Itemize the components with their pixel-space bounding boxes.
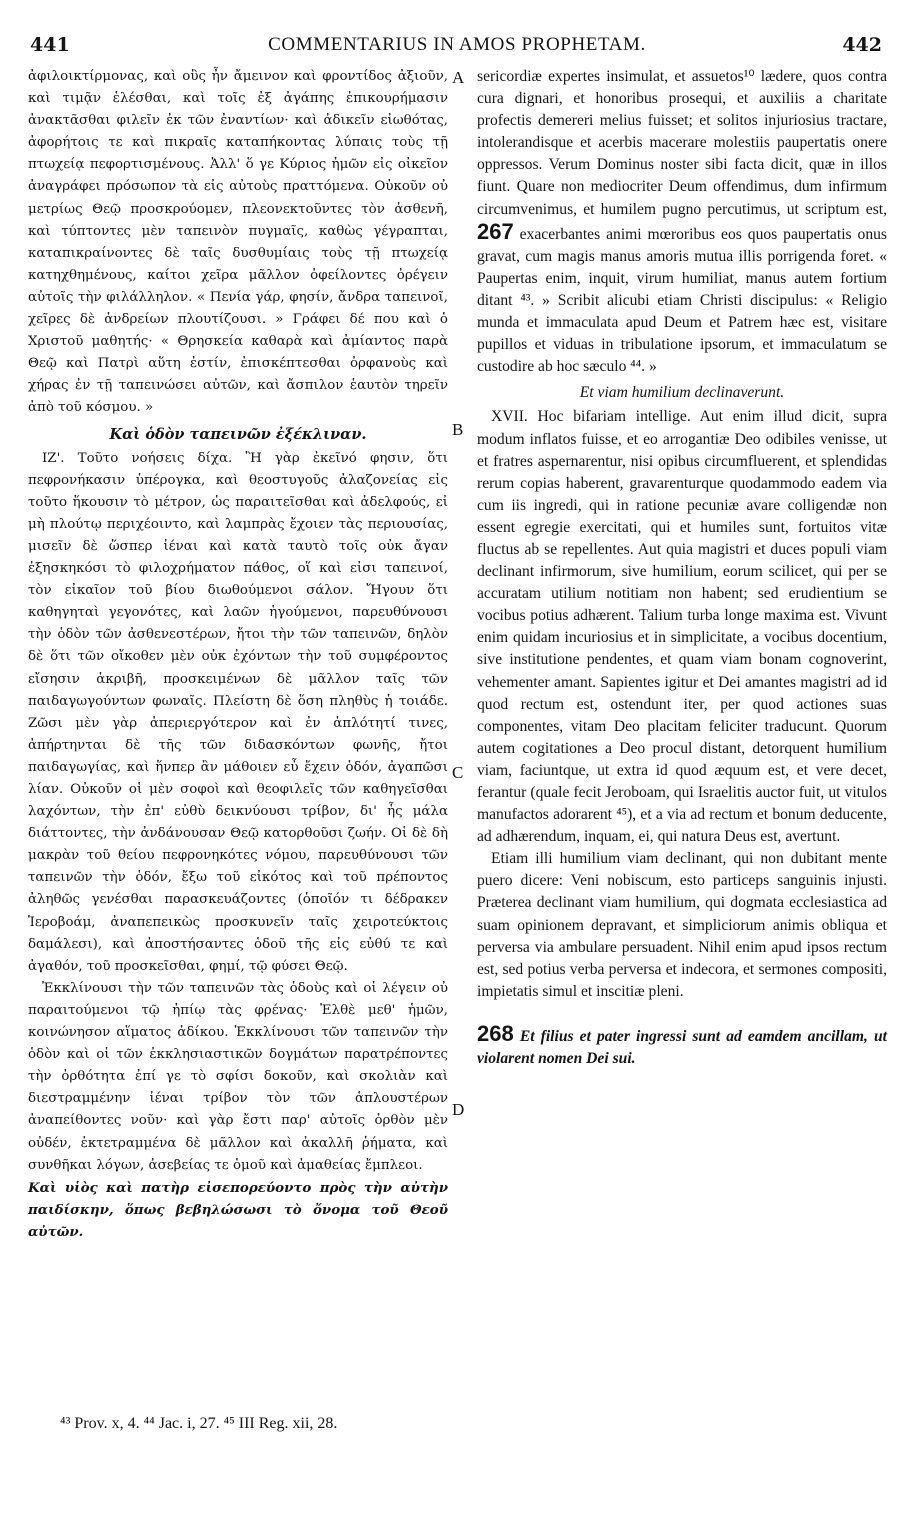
page-number-right: 442 — [842, 34, 882, 56]
latin-paragraph-1-text: sericordiæ expertes insimulat, et assuetos¹⁰ lædere, quos contra cura dignari, et honoribus prosequi, et auxiliis a charitate profectis demereri melius fuisset; et solitos injuriosius tractare, intolerandisque et acerbis macerare molestiis paupertatis onere oppressos. Verum Dominus noster sibi facta dicit, quæ in illos fiunt. Quare non mediocriter Deum offendimus, dum infirmum circumvenimus, et humilem pugno percutimus, ut scriptum est, — [477, 68, 887, 218]
column-number-267: 267 — [477, 218, 514, 244]
latin-paragraph-1 — [477, 66, 887, 378]
greek-paragraph-1: ἀφιλοικτίρμονας, καὶ οὓς ἦν ἄμεινον καὶ φροντίδος ἀξιοῦν, καὶ τιμᾷν ἑλέσθαι, καὶ τοῖς ἐξ ἀγάπης ἐπικουρήμασιν ἀνακτᾶσθαι φιλεῖν ἐκ τῶν ἐναντίων· καὶ ἀδικεῖν εἰωθότας, ἀφορήτοις τε καὶ πικραῖς καταπήκοντας λύπαις τοὺς τῇ πτωχείᾳ πεφορτισμένους. Ἀλλ' ὅ γε Κύριος ἡμῶν εἰς οἰκεῖον ἀναγράφει πρόσωπον τὰ εἰς αὐτοὺς πραττόμενα. Οὐκοῦν οὐ μετρίως Θεῷ προσκρούομεν, πλεονεκτοῦντες τὸν ἀσθενῆ, καὶ τύπτοντες μὲν ταπεινὸν πυγμαῖς, καθὼς γέγραπται, καταπικραίνοντες δὲ ταῖς δυσθυμίαις τοὺς τῇ πτωχείᾳ κατηχθημένους, καίτοι χεῖρα μᾶλλον ὀφείλοντες ὀρέγειν αὐτοῖς τὴν φιλάλληλον. « Πενία γάρ, φησίν, ἄνδρα ταπεινοῖ, χεῖρες δὲ ἀνδρείων πλουτίζουσι. » Γράφει δέ που καὶ ὁ Χριστοῦ μαθητής· « Θρησκεία καθαρὰ καὶ ἀμίαντος παρὰ Θεῷ καὶ Πατρὶ αὕτη ἐστίν, ἐπισκέπτεσθαι ὀρφανοὺς καὶ χήρας ἐν τῇ ταπεινώσει αὐτῶν, καὶ ἄσπιλον ἑαυτὸν τηρεῖν ἀπὸ τοῦ κόσμου. » — [28, 69, 448, 416]
greek-paragraph-3: Ἐκκλίνουσι τὴν τῶν ταπεινῶν τὰς ὁδοὺς καὶ οἱ λέγειν οὐ παραιτούμενοι τῷ ἠπίῳ τὰς φρένας· Ἐλθὲ μεθ' ἡμῶν, κοινώνησον αἵματος ἀδίκου. Ἐκκλίνουσι τῶν ταπεινῶν τὴν ὁδὸν καὶ οἱ τῶν ἐκκλησιαστικῶν δογμάτων παρατρέποντες τὴν ὀρθότητα ἐπί γε τὸ σφίσι δοκοῦν, καὶ σκολιὰν καὶ διεστραμμένην ἰέναι τρίβον τὸν τῶν ἁπλουστέρων ἀναπείθοντες νοῦν· καὶ γὰρ ἔστι παρ' αὐτοῖς ὀρθὸν μὲν οὐδέν, ἐκτετραμμένα δὲ μᾶλλον καὶ ἀκαλλῆ ῥήματα, καὶ συνθῆκαι λόγων, ἀσεβείας τε ὁμοῦ καὶ ἀμαθείας ἔμπλεοι. — [28, 980, 448, 1173]
greek-paragraph-2: ΙΖ'. Τοῦτο νοήσεις δίχα. Ἢ γὰρ ἐκεῖνό φησιν, ὅτι πεφρονήκασιν ὑπέρογκα, καὶ θεοστυγοῦς ἀλαζονείας εἰς τοῦτο ἥκουσιν τὸ μέτρον, ὡς παραιτεῖσθαι καὶ ἀδελφούς, εἰ μὴ πλούτῳ περιχέοιντο, καὶ λαμπρὰς ἔχοιεν τὰς περιουσίας, μισεῖν δὲ ὥσπερ ἰέναι καὶ κατὰ ταυτὸ τοῖς οὐκ ἄγαν ἐξησκηκόσι τὸ φιλοχρήματον πάθος, οἵ καὶ εἰσι ταπεινοί, τὸν εἰκαῖον τοῦ βίου διωθούμενοι σάλον. Ἤγουν ὅτι καθηγηταὶ γεγονότες, καὶ λαῶν ἡγούμενοι, παρευθύνουσι τὴν ὁδὸν τῶν ἀσθενεστέρων, ἤτοι τὴν τῶν ταπεινῶν, δηλὸν δὲ ὅτι τῶν οἴκοθεν μὲν οὐκ ἐχόντων τὴν τοῦ συμφέροντος εἴσησιν ἀκριβῆ, προσκειμένων δὲ μᾶλλον ταῖς τῶν παιδαγωγούντων φωναῖς. Πλείστη δὲ ὅση πληθὺς ἡ τοιάδε. Ζῶσι μὲν γὰρ ἀπεριεργότερον καὶ ἐν ἁπλότητί τινες, ἀπήρτηνται δὲ τῆς τῶν διδασκόντων φωνῆς, ἤτοι παιδαγωγίας, καὶ ἥνπερ ἂν μάθοιεν εὖ ἔχειν ὁδόν, ἀγαπῶσι λίαν. Οὐκοῦν οἱ μὲν σοφοὶ καὶ θεοφιλεῖς τῶν καθηγεῖσθαι λαχόντων, τὴν ἐπ' εὐθὺ δεικνύουσι τρίβον, δι' ἧς μάλα διάττοντες, τὴν ἀνδάνουσαν Θεῷ κατορθοῦσι ζωήν. Οἱ δὲ δὴ μακρὰν τοῦ θείου πεφρονηκότες νόμου, παρευθύνουσι τῶν ταπεινῶν τὴν ὁδόν, ἔξω τοῦ εἰκότος καὶ τοῦ πρέποντος ἀληθῶς γενέσθαι παρασκευάζοντες (ὁποῖόν τι δέδρακεν Ἱεροβοάμ, ἀναπεπεικὼς προσκυνεῖν ταῖς χειροτεύκτοις δαμάλεσι), καὶ ἀποστήσαντες ὁδοῦ τῆς εἰς εὐθύ τε καὶ ἀγαθόν, τοῦ προσκεῖσθαι, φημί, τῷ φύσει Θεῷ. — [28, 450, 448, 974]
column-number-268: 268 — [477, 1020, 514, 1046]
margin-letter-a: A — [452, 68, 465, 87]
latin-paragraph-1-cont: exacerbantes animi mœroribus eos quos paupertatis onus gravat, cum magis manus amoris mutua illis porrigenda foret. « Paupertas enim, inquit, virum humiliat, manus autem fortium ditant ⁴³. » Scribit alicubi etiam Christi discipulus: « Religio munda et immaculata apud Deum et Patrem hæc est, visitare pupillos et viduas in tribulatione ipsorum, et immaculatum se custodire ab hoc sæculo ⁴⁴. » — [477, 225, 887, 376]
margin-letter-b: B — [452, 420, 464, 439]
margin-letter-c: C — [452, 763, 464, 782]
running-title: COMMENTARIUS IN AMOS PROPHETAM. — [268, 34, 646, 55]
latin-paragraph-2: XVII. Hoc bifariam intellige. Aut enim illud dicit, supra modum inflatos fuisse, et eo arrogantiæ Deo odibiles venisse, ut et fratres aspernarentur, nisi opibus circumfluerent, et splendidas rerum copias haberent, gravarenturque quodammodo eadem via cum iis ingredi, qui in ratione pecuniæ avare colligendæ non essent egregie exercitati, qui et humiles sunt, fortuitos vitæ fluctus ab se repellentes. Aut quia magistri et duces populi viam declinant infirmorum, sive humilium, eorum scilicet, qui per se accuratam utilium notitiam non habent; sed erudientium se vocibus potius adhærent. Talium turba longe maxima est. Vivunt enim quidam incuriosius et in simplicitate, a vocibus docentium, sive institutione pendentes, et quam viam bonam cognoverint, vehementer amant. Sapientes igitur et Dei amantes magistri ad id quod rectum est, ostendunt iter, per quod actiones suas componentes, vitam Deo placitam feliciter traducunt. Quorum autem cogitationes a Deo procul distant, detorquent humilium viam, faciuntque, ut extra id quod æquum est, et vere decet, ferantur (quale fecit Jeroboam, qui Israelitis auctor fuit, ut vitulos manufactos adorarent ⁴⁵), et a via ad rectum et bonum deducente, ad adhærendum, inquam, ei, qui natura Deus est, avertunt. — [477, 408, 887, 846]
greek-lemma-1: Καὶ ὁδὸν ταπεινῶν ἐξέκλιναν. — [109, 425, 367, 443]
latin-column — [477, 66, 887, 1070]
running-header — [0, 34, 914, 64]
latin-paragraph-3: Etiam illi humilium viam declinant, qui non dubitant mente puero dicere: Veni nobiscum, esto particeps sanguinis injusti. Præterea declinant viam humilium, qui dogmata ecclesiastica ad suam opinionem depravant, et simpliciorum animis obliqua et perversa via ambulare persuadent. Nihil enim apud ipsos rectum est, sed potius verba perversa et indecora, et sermones compositi, impietatis simul et inscitiæ pleni. — [477, 850, 887, 1000]
greek-lemma-2: Καὶ υἱὸς καὶ πατὴρ εἰσεπορεύοντο πρὸς τὴν αὐτὴν παιδίσκην, ὅπως βεβηλώσωσι τὸ ὄνομα τοῦ Θεοῦ αὐτῶν. — [28, 1179, 448, 1240]
greek-column — [28, 66, 448, 1243]
footnotes: ⁴³ Prov. x, 4. ⁴⁴ Jac. i, 27. ⁴⁵ III Reg. xii, 28. — [60, 1415, 338, 1432]
margin-letter-d: D — [452, 1100, 465, 1119]
latin-lemma-1: Et viam humilium declinaverunt. — [579, 384, 785, 402]
page-number-left: 441 — [30, 34, 70, 56]
latin-lemma-2-line — [477, 1020, 887, 1070]
latin-lemma-2: Et filius et pater ingressi sunt ad eamdem ancillam, ut violarent nomen Dei sui. — [477, 1027, 887, 1068]
